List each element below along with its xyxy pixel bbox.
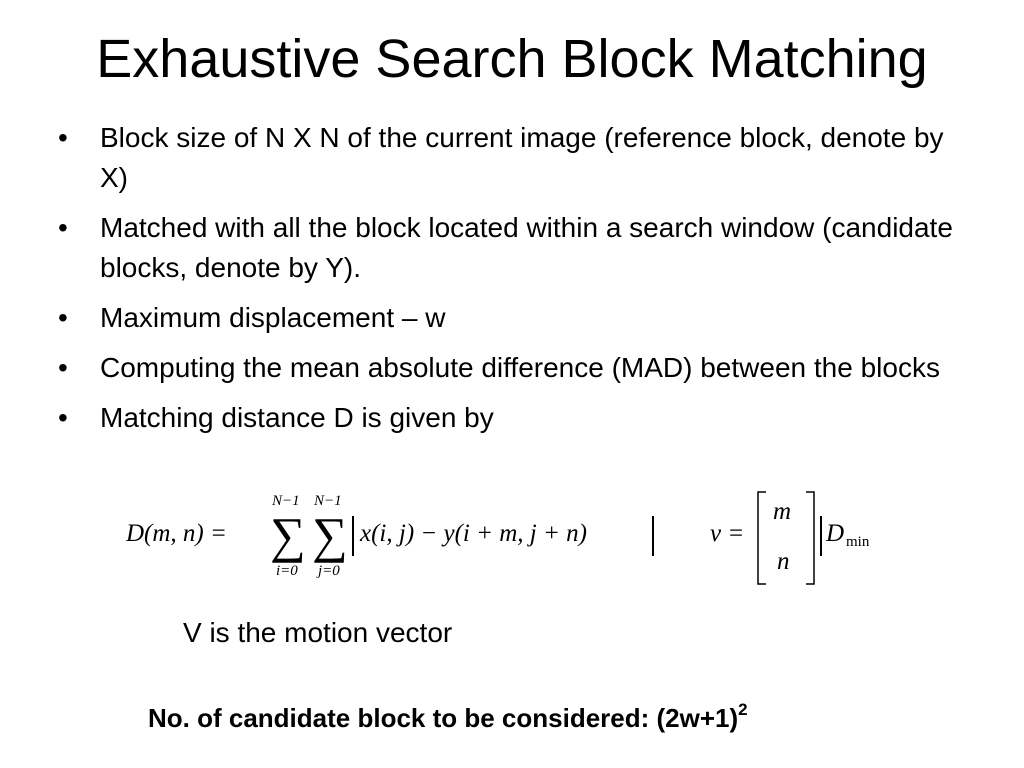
slide-title: Exhaustive Search Block Matching	[96, 29, 928, 89]
sum2-lower-limit: j=0	[318, 563, 340, 579]
bullet-marker: •	[58, 352, 68, 383]
bullet-list	[56, 118, 956, 448]
bullet-text: Maximum displacement – w	[100, 302, 446, 333]
vector-lhs: v =	[710, 520, 745, 547]
bullet-item	[56, 398, 956, 438]
candidate-count-note	[148, 691, 748, 737]
vector-rhs-subscript: min	[846, 534, 870, 550]
bullet-marker: •	[58, 122, 68, 153]
formula-summand: x(i, j) − y(i + m, j + n)	[360, 520, 587, 547]
summation-symbol: ∑	[270, 507, 306, 563]
bullet-item	[56, 118, 956, 198]
bullet-item	[56, 348, 956, 388]
abs-bar-right	[652, 516, 654, 556]
sum1-lower-limit: i=0	[276, 563, 298, 579]
sum2-upper-limit: N−1	[314, 493, 342, 509]
vector-bottom: n	[777, 548, 790, 575]
candidate-count-text: No. of candidate block to be considered: (2w+1)	[148, 703, 739, 733]
bullet-text: Matched with all the block located within a search window (candidate blocks, denote by Y).	[100, 212, 953, 283]
right-bracket	[806, 492, 814, 584]
mad-formula	[126, 490, 886, 590]
candidate-count-exponent: 2	[738, 700, 748, 719]
bullet-marker: •	[58, 402, 68, 433]
bullet-text: Matching distance D is given by	[100, 402, 494, 433]
abs-bar-left	[352, 516, 354, 556]
bullet-item	[56, 208, 956, 288]
sum1-upper-limit: N−1	[272, 493, 300, 509]
left-bracket	[758, 492, 766, 584]
vector-rhs: D	[826, 520, 845, 547]
bullet-text: Computing the mean absolute difference (MAD) between the blocks	[100, 352, 940, 383]
vector-bar	[820, 516, 822, 556]
bullet-text: Block size of N X N of the current image (reference block, denote by X)	[100, 122, 944, 193]
bullet-marker: •	[58, 212, 68, 243]
bullet-marker: •	[58, 302, 68, 333]
motion-vector-note: V is the motion vector	[183, 617, 453, 648]
summation-symbol: ∑	[312, 507, 348, 563]
formula-lhs: D(m, n) =	[126, 520, 227, 547]
vector-top: m	[773, 498, 792, 525]
bullet-item	[56, 298, 956, 338]
